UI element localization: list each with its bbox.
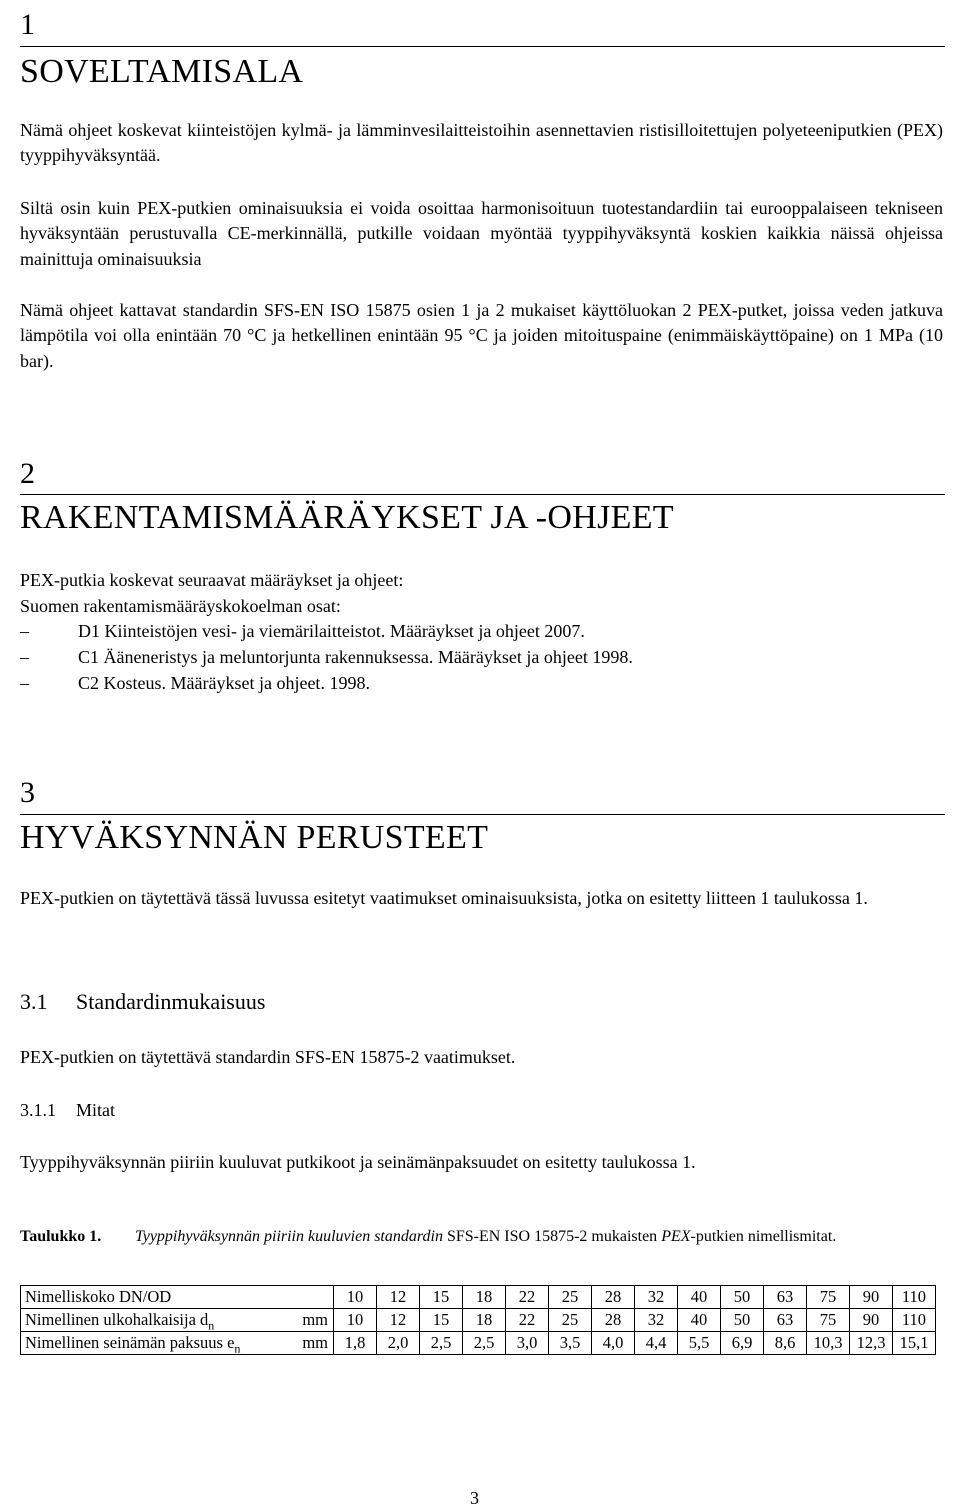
section-title: HYVÄKSYNNÄN PERUSTEET [20,819,489,856]
table-cell: 3,5 [549,1332,592,1355]
section-rule [20,494,945,495]
caption-part: SFS-EN ISO 15875-2 mukaisten [446,1228,662,1245]
list-item [20,645,633,671]
table-cell: 2,0 [377,1332,420,1355]
table-cell: 15 [420,1286,463,1309]
list-item-text: C2 Kosteus. Määräykset ja ohjeet. 1998. [78,673,370,693]
table-cell: 40 [678,1309,721,1332]
table-cell: 12,3 [850,1332,893,1355]
table-cell: 2,5 [463,1332,506,1355]
subsection-number: 3.1 [20,989,48,1014]
table-cell: 110 [893,1309,936,1332]
table-cell: 75 [807,1309,850,1332]
row-unit: mm [302,1333,328,1352]
section-title: SOVELTAMISALA [20,53,304,90]
paragraph: Nämä ohjeet koskevat kiinteistöjen kylmä- ja lämminvesilaitteistoihin asennettavien ristisilloitettujen polyeteeniputkien (PEX) tyyppihyväksyntää. [20,120,943,166]
table-cell: 25 [549,1286,592,1309]
table-cell: 28 [592,1286,635,1309]
subsubsection-title: Mitat [76,1100,115,1120]
table-cell: 50 [721,1309,764,1332]
table-cell: 10,3 [807,1332,850,1355]
section-rule [20,46,945,47]
table-cell: 18 [463,1286,506,1309]
table-cell: 22 [506,1309,549,1332]
table-cell: 18 [463,1309,506,1332]
row-label: Nimelliskoko DN/OD [25,1287,172,1306]
table-cell: 110 [893,1286,936,1309]
paragraph: PEX-putkien on täytettävä tässä luvussa esitetyt vaatimukset ominaisuuksista, jotka on esitetty liitteen 1 taulukossa 1. [20,888,868,908]
caption-part: Tyyppihyväksynnän piiriin kuuluvien standardin [135,1228,447,1245]
table-row [21,1309,936,1332]
table-row [21,1332,936,1355]
table-cell: 25 [549,1309,592,1332]
table-cell: 1,8 [334,1332,377,1355]
list-dash: – [20,621,29,641]
section-number: 1 [20,8,35,41]
table-cell: 90 [850,1286,893,1309]
subsubsection-number: 3.1.1 [20,1100,56,1120]
dimensions-table [20,1285,936,1355]
section-number: 3 [20,776,35,809]
list-item [20,619,585,645]
table-cell: 3,0 [506,1332,549,1355]
row-label-subscript: n [234,1341,241,1356]
table-cell: 12 [377,1309,420,1332]
section-number: 2 [20,457,35,490]
row-unit: mm [302,1310,328,1329]
table-cell: 10 [334,1286,377,1309]
paragraph: Siltä osin kuin PEX-putkien ominaisuuksia ei voida osoittaa harmonisoituun tuotestandardiin tai eurooppalaiseen tekniseen hyväksyntään perustuvalla CE-merkinnällä, putkille voidaan myöntää tyyppihyväksyntä koskien kaikkia näissä ohjeissa mainittuja ominaisuuksia [20,198,943,269]
subsubsection-heading [20,1098,115,1122]
table-cell: 40 [678,1286,721,1309]
table-cell: 28 [592,1309,635,1332]
intro-line: Suomen rakentamismääräyskokoelman osat: [20,596,341,616]
table-cell: 90 [850,1309,893,1332]
subsection-title: Standardinmukaisuus [76,989,266,1014]
subsection-heading [20,988,265,1016]
paragraph: Nämä ohjeet kattavat standardin SFS-EN ISO 15875 osien 1 ja 2 mukaiset käyttöluokan 2 PEX-putket, joissa veden jatkuva lämpötila voi olla enintään 70 °C ja hetkellinen enintään 95 °C ja joiden mitoituspaine (enimmäiskäyttöpaine) on 1 MPa (10 bar). [20,300,943,371]
row-label-cell [21,1309,334,1332]
table-cell: 5,5 [678,1332,721,1355]
list-dash: – [20,647,29,667]
table-cell: 75 [807,1286,850,1309]
table-cell: 32 [635,1286,678,1309]
table-cell: 63 [764,1309,807,1332]
row-label-subscript: n [208,1318,215,1333]
table-cell: 15,1 [893,1332,936,1355]
caption-part: PEX [661,1228,691,1245]
caption-part: -putkien nimellismitat. [690,1228,837,1245]
table-cell: 4,4 [635,1332,678,1355]
paragraph: Tyyppihyväksynnän piiriin kuuluvat putkikoot ja seinämänpaksuudet on esitetty taulukossa 1. [20,1152,696,1172]
list-item-text: C1 Ääneneristys ja meluntorjunta rakennuksessa. Määräykset ja ohjeet 1998. [78,647,633,667]
table-cell: 8,6 [764,1332,807,1355]
row-label-cell [21,1286,334,1309]
row-label: Nimellinen seinämän paksuus e [25,1333,235,1352]
table-cell: 2,5 [420,1332,463,1355]
row-label: Nimellinen ulkohalkaisija d [25,1310,209,1329]
row-label-cell [21,1332,334,1355]
table-cell: 50 [721,1286,764,1309]
table-cell: 15 [420,1309,463,1332]
table-caption-text [135,1226,935,1248]
table-cell: 4,0 [592,1332,635,1355]
table-cell: 12 [377,1286,420,1309]
intro-line: PEX-putkia koskevat seuraavat määräykset ja ohjeet: [20,570,404,590]
section-title: RAKENTAMISMÄÄRÄYKSET JA -OHJEET [20,499,674,536]
table-cell: 63 [764,1286,807,1309]
section-rule [20,814,945,815]
table-caption-label: Taulukko 1. [20,1228,102,1245]
table-cell: 10 [334,1309,377,1332]
table-cell: 6,9 [721,1332,764,1355]
table-cell: 22 [506,1286,549,1309]
table-row [21,1286,936,1309]
list-item-text: D1 Kiinteistöjen vesi- ja viemärilaitteistot. Määräykset ja ohjeet 2007. [78,621,585,641]
list-item [20,671,370,697]
page-number: 3 [470,1488,479,1508]
table-cell: 32 [635,1309,678,1332]
list-dash: – [20,673,29,693]
paragraph: PEX-putkien on täytettävä standardin SFS-EN 15875-2 vaatimukset. [20,1047,516,1067]
table-caption [20,1226,945,1272]
